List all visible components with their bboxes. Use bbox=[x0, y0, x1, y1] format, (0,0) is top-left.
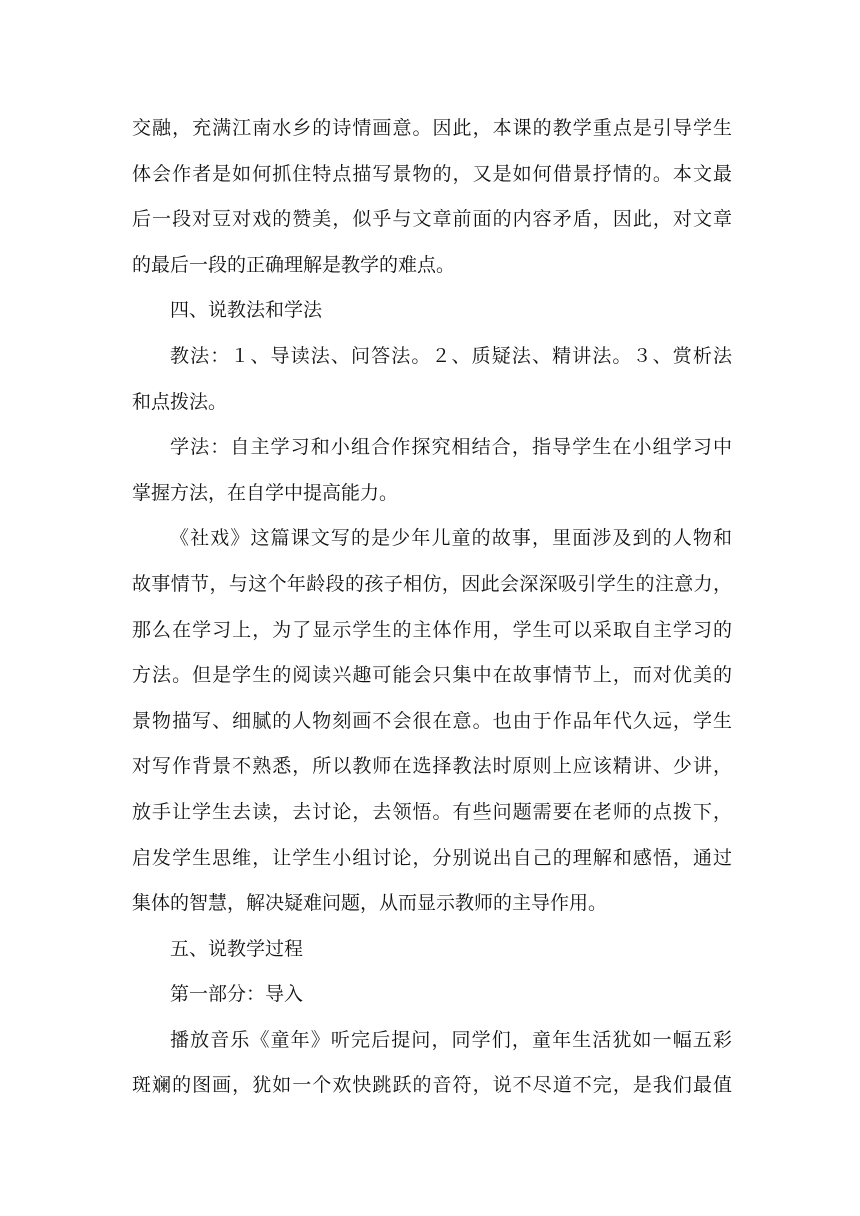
text-line: 放手让学生去读，去讨论，去领悟。有些问题需要在老师的点拨下， bbox=[132, 800, 732, 823]
subsection-heading: 第一部分：导入 bbox=[170, 983, 304, 1006]
text-line: 启发学生思维，让学生小组讨论，分别说出自己的理解和感悟，通过 bbox=[132, 846, 732, 869]
text-line: 教法：１、导读法、问答法。２、质疑法、精讲法。３、赏析法 bbox=[170, 344, 732, 367]
section-heading: 四、说教法和学法 bbox=[170, 299, 323, 322]
text-line: 学法：自主学习和小组合作探究相结合，指导学生在小组学习中 bbox=[170, 436, 732, 459]
text-line: 斑斓的图画，犹如一个欢快跳跃的音符，说不尽道不完，是我们最值 bbox=[132, 1074, 732, 1097]
text-line: 对写作背景不熟悉，所以教师在选择教法时原则上应该精讲、少讲， bbox=[132, 755, 732, 778]
text-line: 景物描写、细腻的人物刻画不会很在意。也由于作品年代久远，学生 bbox=[132, 709, 732, 732]
text-line: 后一段对豆对戏的赞美，似乎与文章前面的内容矛盾，因此，对文章 bbox=[132, 208, 732, 231]
text-line: 的最后一段的正确理解是教学的难点。 bbox=[132, 253, 456, 276]
text-line: 集体的智慧，解决疑难问题，从而显示教师的主导作用。 bbox=[132, 892, 608, 915]
section-heading: 五、说教学过程 bbox=[170, 937, 304, 960]
text-line: 交融，充满江南水乡的诗情画意。因此，本课的教学重点是引导学生 bbox=[132, 117, 732, 139]
text-line: 体会作者是如何抓住特点描写景物的，又是如何借景抒情的。本文最 bbox=[132, 162, 732, 185]
text-line: 《社戏》这篇课文写的是少年儿童的故事，里面涉及到的人物和 bbox=[170, 527, 732, 550]
text-line: 方法。但是学生的阅读兴趣可能会只集中在故事情节上，而对优美的 bbox=[132, 664, 732, 687]
text-line: 掌握方法，在自学中提高能力。 bbox=[132, 481, 399, 504]
text-line: 故事情节，与这个年龄段的孩子相仿，因此会深深吸引学生的注意力， bbox=[132, 572, 732, 595]
text-line: 那么在学习上，为了显示学生的主体作用，学生可以采取自主学习的 bbox=[132, 618, 732, 641]
document-body bbox=[132, 106, 732, 1109]
text-line: 和点拨法。 bbox=[132, 390, 228, 413]
text-line: 播放音乐《童年》听完后提问，同学们，童年生活犹如一幅五彩 bbox=[170, 1028, 732, 1051]
